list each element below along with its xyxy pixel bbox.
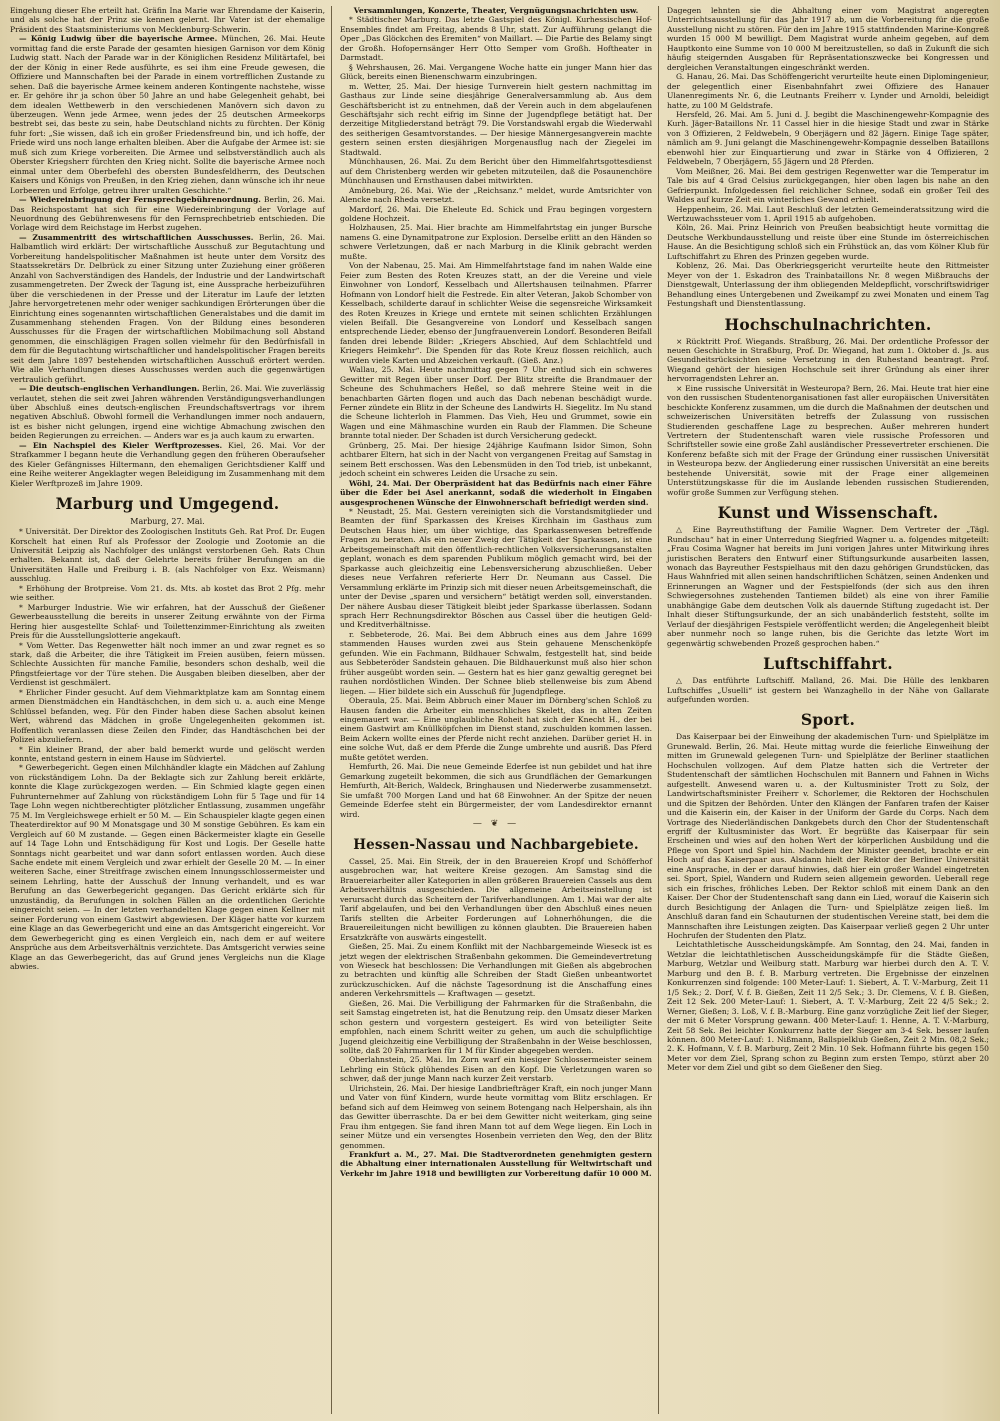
local-news-item: * Erhöhung der Brotpreise. Vom 21. ds. Mts. ab kostet das Brot 2 Pfg. mehr wie seither. [10, 583, 325, 603]
article-body: München, 26. Mai. Heute vormittag fand die erste Parade der gesamten hiesigen Garnison vor dem König Ludwig statt. Nach der Parade war in der Königlichen Residenz Militärtafel, bei der der König in einer Rede ausführte, es sei ihm eine Freude gewesen, die Offiziere und Mannschaften bei der Parade in einem vortrefflichen Zustande zu sehen. Daß die bayerische Armee keinem anderen Kontingente nachstehe, wisse er. Er gehöre ihr ja schon über 50 Jahre an und habe Gelegenheit gehabt, bei dem idealen Wettbewerb in den verschiedenen Manövern sich davon zu überzeugen. Wenn jede Armee, wenn jedes der 25 deutschen Armeekorps bestrebt sei, das beste zu sein, habe Deutschland nichts zu fürchten. Der König fuhr fort: „Sie wissen, daß ich ein großer Friedensfreund bin, und ich hoffe, der Friede wird uns noch lange erhalten bleiben. Aber die Aufgabe der Armee ist: sie muß sich zum Kriege vorbereiten. Die Armee und selbstverständlich auch als Oberster Kriegsherr fürchten den Krieg nicht. Sollte die bayerische Armee noch einmal unter dem Oberbefehl des obersten Bundesfeldherrn, des Deutschen Kaisers und Königs von Preußen, in den Krieg ziehen, dann wünsche ich ihr neue Lorbeeren und Erfolge, getreu ihrer uralten Geschichte.“ [10, 34, 325, 195]
news-item: m. Wetter, 25. Mai. Der hiesige Turnverein hielt gestern nachmittag im Gasthaus zur Linde seine diesjährige Generalversammlung ab. Aus dem Geschäftsbericht ist zu entnehmen, daß der Verein auch in dem abgelaufenen Geschäftsjahr sich recht eifrig im Sinne der Jugendpflege betätigt hat. Der derzeitige Mitgliederstand beträgt 79. Die Vorstandswahl ergab die Wiederwahl des seitherigen Gesamtvorstandes. — Der hiesige Männergesangverein machte gestern seinen ersten diesjährigen Morgenausflug nach der Ziegelei im Stadtwald. [340, 81, 652, 157]
article-heading: — Wiedereinbringung der Fernsprechgebührenordnung. [19, 195, 261, 205]
dateline: Marburg, 27. Mai. [130, 517, 205, 527]
article-heading: — König Ludwig über die bayerische Armee. [19, 34, 218, 44]
article-heading: — Zusammentritt des wirtschaftlichen Ausschusses. [19, 232, 254, 242]
news-item: Hersfeld, 26. Mai. Am 5. Juni d. J. begibt die Maschinengewehr-Kompagnie des Kurh. Jäger-Bataillons Nr. 11 Cassel hier in die hiesige Stadt und zwar in Stärke von 3 Offizieren, 2 Feldwebeln, 9 Oberjägern und 82 Jägern. Einige Tage später, nämlich am 9. Juni gelangt die Maschinengewehr-Kompagnie desselben Bataillons ebenwohl hier zur Einquartierung und zwar in Stärke von 4 Offizieren, 2 Feldwebeln, 7 Oberjägern, 55 Jägern und 28 Pferden. [667, 109, 989, 167]
news-item: * Neustadt, 25. Mai. Gestern vereinigten sich die Vorstandsmitglieder und Beamten der fünf Sparkassen des Kreises Kirchhain im Gasthaus zum Deutschen Haus hier, um über wichtige, das Sparkassenwesen betreffende Fragen zu beraten. Als ein neuer Zweig der Tätigkeit der Sparkassen, ist eine Arbeitsgemeinschaft mit den öffentlich-rechtlichen Volksversicherungsanstalten geplant, wonach es dem sparenden Publikum möglich gemacht wird, bei der Sparkasse auch gleichzeitig eine Lebensversicherung abzuschließen. Ueber dieses neue Verfahren referierte Herr Dr. Neumann aus Cassel. Die Versammlung erklärte im Prinzip sich mit dieser neuen Arbeitsgemeinschaft, die unter der Devise „sparen und versichern“ betätigt werden soll, einverstanden. Der nähere Ausbau dieser Tätigkeit bleibt jeder Sparkasse überlassen. Sodann sprach Herr Rechnungsdirektor Böschen aus Cassel über die heutigen Geld- und Kreditverhältnisse. [340, 507, 652, 630]
news-item: Ulrichstein, 26. Mai. Der hiesige Landbriefträger Kraft, ein noch junger Mann und Vater von fünf Kindern, wurde heute vormittag vom Blitz erschlagen. Er befand sich auf dem Heimweg von seinem Botengang nach Helpershain, als ihn das Gewitter überraschte. Da er bei dem Gewitter nicht weiterkam, ging seine Frau ihm entgegen. Sie fand ihren Mann tot auf dem Wege liegen. Ein Loch in seiner Mütze und ein versengtes Hosenbein verrieten den Weg, den der Blitz genommen. [340, 1083, 652, 1150]
news-item: Mardorf, 26. Mai. Die Eheleute Ed. Schick und Frau begingen vorgestern goldene Hochzeit. [340, 204, 652, 223]
article-body: Berlin, 26. Mai. Halbamtlich wird erklärt: Der wirtschaftliche Ausschuß zur Begutachtung und Vorbereitung handelspolitischer Maßnahmen ist heute unter dem Vorsitz des Staatssekretärs Dr. Delbrück zu einer Sitzung unter Zuziehung einer größeren Anzahl von Sachverständigen des Handels, der Industrie und der Landwirtschaft zusammengetreten. Der Zweck der Tagung ist, eine Aussprache herbeizuführen über die verschiedenen in der Presse und der Literatur im Laufe der letzten Jahre hervorgetretenen mehr oder weniger sachkundigen Erörterungen über die Einrichtung eines sogenannten wirtschaftlichen Generalstabes und die damit im Zusammenhang stehenden Fragen. Von der Bildung eines besonderen Ausschusses für die Fragen der wirtschaftlichen Mobilmachung soll Abstand genommen, die einschlägigen Fragen sollen vielmehr für den Bedürfnisfall in dem für die Begutachtung wirtschaftlicher und handelspolitischer Fragen bereits seit dem Jahre 1897 bestehenden wirtschaftlichen Ausschuß erörtert werden. Wie alle Verhandlungen dieses Ausschusses werden auch die gegenwärtigen vertraulich geführt. [10, 232, 325, 384]
local-news-item: * Ein kleiner Brand, der aber bald bemerkt wurde und gelöscht werden konnte, entstand gestern in einem Hause im Südviertel. [10, 744, 325, 763]
news-item: Von der Nabenau, 25. Mai. Am Himmelfahrtstage fand im nahen Walde eine Feier zum Besten des Roten Kreuzes statt, an der die Vereine und viele Einwohner von Londorf, Kesselbach und Allertshausen teilnahmen. Pfarrer Hofmann von Londorf hielt die Festrede. Ein alter Veteran, Jakob Schomber von Kesselbach, schilderte darauf in schlichter Weise die segensreiche Wirksamkeit des Roten Kreuzes in Kriege und erntete mit seinen schlichten Erzählungen vielen Beifall. Die Gesangvereine von Londorf und Kesselbach sangen entsprechende Lieder, ebenso der Jungfrauenverein Londorf. Besonderen Beifall fanden drei lebende Bilder: „Kriegers Abschied, Auf dem Schlachtfeld und Kriegers Heimkehr“. Die Spenden für das Rote Kreuz flossen reichlich, auch wurden viele Karten und Abzeichen verkauft. (Gieß. Anz.) [340, 261, 652, 365]
news-item: Frankfurt a. M., 27. Mai. Die Stadtverordneten genehmigten gestern die Abhaltung einer internationalen Ausstellung für Weltwirtschaft und Verkehr im Jahre 1918 und bewilligten zur Vorbereitung dafür 10 000 M. [340, 1150, 652, 1178]
rubric-heading: Versammlungen, Konzerte, Theater, Vergnügungsnachrichten usw. [353, 6, 639, 15]
section-title-sport: Sport. [800, 710, 856, 730]
article-paragraph [10, 195, 325, 233]
article-heading: — Die deutsch-englischen Verhandlungen. [19, 384, 200, 394]
news-item: Cassel, 25. Mai. Ein Streik, der in den Brauereien Kropf und Schöfferhof ausgebrochen war, hat weitere Kreise gezogen. Am Samstag sind die Brauereiarbeiter aller Kategorien in allen größeren Brauereien Cassels aus dem Arbeitsverhältnis ausgeschieden. Die allgemeine Arbeitseinstellung ist verursacht durch das Scheitern der Tarifverhandlungen. Am 1. Mai war der alte Tarif abgelaufen, und bei den Verhandlungen über den Abschluß eines neuen Tarifs stellten die Arbeiter Forderungen auf Lohnerhöhungen, die die Brauereileitungen nicht bewilligen zu können glaubten. Die Brauereien haben Ersatzkräfte von auswärts eingestellt. [340, 856, 652, 942]
news-item: r. Sebbeterode, 26. Mai. Bei dem Abbruch eines aus dem Jahre 1699 stammenden Hauses wurden zwei aus Stein gehauene Menschenköpfe gefunden. Wie ein Fachmann, Bildhauer Schwalm, festgestellt hat, sind beide aus Sebbeteröder Sandstein gehauen. Die Bildhauerkunst muß also hier schon früher ausgeübt worden sein. — Gestern hat es hier ganz gewaltig geregnet bei rauhen nordöstlichen Winden. Der Schnee blieb stellenweise bis zum Abend liegen. — Hier bildete sich ein Ausschuß für Jugendpflege. [340, 629, 652, 696]
news-item: Oberlahnstein, 25. Mai. Im Zorn warf ein hiesiger Schlossermeister seinem Lehrling ein Stück glühendes Eisen an den Kopf. Die Verletzungen waren so schwer, daß der junge Mann nach kurzer Zeit verstarb. [340, 1055, 652, 1084]
column-left [4, 6, 331, 1414]
news-item: G. Hanau, 26. Mai. Das Schöffengericht verurteilte heute einen Diplomingenieur, der gelegentlich einer Eisenbahnfahrt zwei Offiziere des Hanauer Ulanenregiments Nr. 6, die Leutnants Freiherr v. Lynder und Arnoldi, beleidigt hatte, zu 100 M Geldstrafe. [667, 72, 989, 110]
article-paragraph [10, 384, 325, 441]
news-item: Amöneburg, 26. Mai. Wie der „Reichsanz.“ meldet, wurde Amtsrichter von Alencke nach Rheda versetzt. [340, 185, 652, 205]
news-item: Vom Meißner, 26. Mai. Bei dem gestrigen Regenwetter war die Temperatur im Tale bis auf 4 Grad Celsius zurückgegangen, hier oben lagen bis nahe an den Gefrierpunkt. Infolgedessen fiel reichlicher Schnee, sodaß ein großer Teil des Waldes auf kurze Zeit ein winterliches Gewand erhielt. [667, 166, 989, 205]
section-title-marburg: Marburg und Umgegend. [55, 494, 280, 514]
news-item: Das Kaiserpaar bei der Einweihung der akademischen Turn- und Spielplätze im Grunewald. Berlin, 26. Mai. Heute mittag wurde die feierliche Einweihung der mitten im Grunewald gelegenen Turn- und Spielplätze der Berliner staatlichen Hochschulen vollzogen. Auf dem Platze hatten sich die Vertreter der Studentenschaft der sämtlichen Hochschulen mit Bannern und Fahnen in Wichs aufgestellt. Anwesend waren u. a. der Kultusminister Trott zu Solz, der Landwirtschaftsminister Freiherr v. Schorlemer, die Rektoren der Hochschulen und die Spitzen der Behörden. Unter den Klängen der Fanfaren trafen der Kaiser und die Kaiserin ein, der Kaiser in der Uniform der Garde du Corps. Nach dem Vortrage des Niederländischen Dankgebets durch den Chor der Studentenschaft ergriff der Kultusminister das Wort. Er begrüßte das Kaiserpaar für sein Erscheinen und wies auf den hohen Wert der körperlichen Ausbildung und die Pflege von Sport und Spiel hin. Nachdem der Minister geendet, brachte er ein Hoch auf das Kaiserpaar aus. Alsdann hielt der Rektor der Berliner Universität eine Ansprache, in der er darauf hinwies, daß hier ein großer Wandel eingetreten sei. Sport, Spiel, Wandern und Rudern seien allgemein geworden. Ueberall rege sich ein frisches, fröhliches Leben. Der Rektor schloß mit einem Dank an den Kaiser. Der Chor der Studentenschaft sang dann ein Lied, worauf die Kaiserin sich durch Besichtigung der Anlagen die Turn- und Spielplätze zeigen ließ. Im Anschluß daran fand ein Schauturnen der studentischen Vereine statt, bei dem die Mannschaften ihre Leistungen zeigten. Das Kaiserpaar verließ gegen 2 Uhr unter Hochrufen der Studenten den Platz. [667, 732, 989, 940]
local-news-item: * Ehrlicher Finder gesucht. Auf dem Viehmarktplatze kam am Sonntag einem armen Dienstmädchen ein Handtäschchen, in dem sich u. a. auch eine Menge Schlüssel befanden, weg. Für den Finder haben diese Sachen absolut keinen Wert, während das Mädchen in große Ungelegenheiten gekommen ist. Hoffentlich veranlassen diese Zeilen den Finder, das Handtäschchen bei der Polizei abzuliefern. [10, 687, 325, 745]
news-item: Dagegen lehnten sie die Abhaltung einer vom Magistrat angeregten Unterrichtsausstellung für das Jahr 1917 ab, um die Vorbereitung für die große Ausstellung nicht zu stören. Für den im Jahre 1915 stattfindenden Marine-Kongreß wurden 15 000 M bewilligt. Dem Magistrat wurde anheim gegeben, auf dem Hauptkonto eine Summe von 10 000 M bereitzustellen, so daß in Zukunft die sich häufig steigernden Ausgaben für Repräsentationszwecke bei Kongressen und dergleichen Veranstaltungen eingeschränkt werden. [667, 6, 989, 72]
news-item: Wöhl, 24. Mai. Der Oberpräsident hat das Bedürfnis nach einer Fähre über die Eder bei Asel anerkannt, sodaß die wiederholt in Eingaben ausgesprochenen Wünsche der Einwohnerschaft befriedigt werden sind. [340, 478, 652, 507]
news-item: × Rücktritt Prof. Wiegands. Straßburg, 26. Mai. Der ordentliche Professor der neuen Geschichte in Straßburg, Prof. Dr. Wiegand, hat zum 1. Oktober d. Js. aus Gesundheitsrücksichten seine Versetzung in den Ruhestand beantragt. Prof. Wiegand gehört der hiesigen Hochschule seit ihrer Gründung als einer ihrer hervorragendsten Lehrer an. [667, 336, 989, 384]
news-item: Holzhausen, 25. Mai. Hier brachte am Himmelfahrtstag ein junger Bursche namens G. eine Dynamitpatrone zur Explosion. Derselbe erlitt an den Händen so schwere Verletzungen, daß er nach Marburg in die Klinik gebracht werden mußte. [340, 223, 652, 261]
column-rule [658, 6, 659, 1414]
section-title-luftschiffahrt: Luftschiffahrt. [763, 654, 893, 674]
news-item: Oberaula, 25. Mai. Beim Abbruch einer Mauer im Dörnberg'schen Schloß zu Hausen fanden die Arbeiter ein menschliches Skelett, das in alten Zeiten eingemauert war. — Eine unglaubliche Roheit hat sich der Knecht H., der bei einem Gastwirt am Knüllköpfchen im Dienst stand, zuschulden kommen lassen. Beim Ackern wollte eines der Pferde nicht recht anziehen. Darüber geriet H. in eine solche Wut, daß er dem Pferde die Zunge umbrehte und ausriß. Das Pferd mußte getötet werden. [340, 696, 652, 762]
news-item: △ Eine Bayreuthstiftung der Familie Wagner. Dem Vertreter der „Tägl. Rundschau“ hat in einer Unterredung Siegfried Wagner u. a. folgendes mitgeteilt: „Frau Cosima Wagner hat bereits im Juni vorigen Jahres unter Mitwirkung ihres juristischen Beraters den Entwurf einer Stiftungsurkunde ausarbeiten lassen, wonach das Bayreuther Festspielhaus mit den dazu gehörigen Grundstücken, das Haus Wahnfried mit allen seinen handschriftlichen Schätzen, seinen Andenken und Erinnerungen an Wagner und der Festspielfonds (der sich aus den ihren Schwiegersohnes zustehenden Tantiemen bildet) als eine von ihrer Familie unabhängige Gabe dem deutschen Volk als dauernde Stiftung zugedacht ist. Der Inhalt dieser Stiftungsurkunde, der an sich unabänderlich feststeht, sollte im Verlauf der diesjährigen Festspiele veröffentlicht werden; die Angelegenheit bleibt aber nunmehr noch so lange ruhen, bis die Gerichte das letzte Wort im gegenwärtig schwebenden Prozeß gesprochen haben.“ [667, 525, 989, 648]
news-item: Gießen, 26. Mai. Die Verbilligung der Fahrmarken für die Straßenbahn, die seit Samstag eingetreten ist, hat die Benutzung reip. den Umsatz dieser Marken schon gestern und vorgestern gesteigert. Es wird von beteiligter Seite empfohlen, nach einem Schritt weiter zu gehen, um auch die schulpflichtige Jugend gleichzeitig eine Verbilligung der Straßenbahn in der Weise beschlossen, sollte, daß 20 Fahrmarken für 1 M für Kinder abgegeben werden. [340, 998, 652, 1056]
news-item: * Städtischer Marburg. Das letzte Gastspiel des Königl. Kurhessischen Hof-Ensembles findet am Freitag, abends 8 Uhr, statt. Zur Aufführung gelangt die Oper „Das Glöckchen des Eremiten“ von Maillart. — Die Partie des Belamy singt der Großh. Hofopernsänger Herr Otto Semper vom Großh. Hoftheater in Darmstadt. [340, 15, 652, 63]
article-heading: — Ein Nachspiel des Kieler Werftprozesses. [19, 440, 223, 450]
local-news-item: * Gewerbegericht. Gegen einen Milchhändler klagte ein Mädchen auf Zahlung von rückständigem Lohn. Da der Beklagte sich zur Zahlung bereit erklärte, konnte die Klage zurückgezogen werden. — Ein Schmied klagte gegen einen Fuhrunternehmer auf Zahlung von rückständigem Lohn für 5 Tage und für 14 Tage Lohn wegen nichtberechtigter plötzlicher Entlassung, zusammen ungefähr 75 M. Im Vergleichswege erhielt er 50 M. — Ein Schauspieler klagte gegen einen Theaterdirektor auf 90 M Monatsgage und 30 M sonstige Gebühren. Es kam ein Vergleich auf 60 M zustande. — Gegen einen Bäckermeister klagte ein Geselle auf 14 Tage Lohn und Entschädigung für Kost und Logis. Der Geselle hatte Sonntags nicht gearbeitet und war dann sofort entlassen worden. Auch diese Sache endete mit einem Vergleich und zwar erhielt der Geselle 20 M. — In einer weiteren Sache, einer Streitfrage zwischen einem Innungsschlossermeister und seinem Lehrling, hatte der Ausschuß der Innung verhandelt, und es war Berufung an das Gewerbegericht gegangen. Das Gericht erklärte sich für unzuständig, da Berufungen in solchen Fällen an die ordentlichen Gerichte eingereicht seien. — In der letzten verhandelten Klage gegen einen Kellner mit seiner Forderung von einem Gastwirt abgewiesen. Der Kläger hatte vor kurzem eine Klage an das Gewerbegericht und eine an das Amtsgericht eingereicht. Vor dem Gewerbegericht ging es einen Vergleich ein, nach dem er auf weitere Ansprüche aus dem Arbeitsverhältnis verzichtete. Das Amtsgericht verwies seine Klage an das Gewerbegericht, das auf Grund jenes Vergleichs nun die Klage abwies. [10, 763, 325, 971]
column-right [661, 6, 995, 1414]
news-item: Wallau, 25. Mai. Heute nachmittag gegen 7 Uhr entlud sich ein schweres Gewitter mit Regen über unser Dorf. Der Blitz streifte die Brandmauer der Scheune des Schuhmachers Heßel, so daß mehrere Steine weit in die benachbarten Gärten flogen und auch das Dach nebenan beschädigt wurde. Ferner zündete ein Blitz in der Scheune des Landwirts H. Siegelitz. Im Nu stand die Scheune lichterloh in Flammen. Das Vieh, Heu und Grummet, sowie ein Wagen und eine Mähmaschine wurden ein Raub der Flammen. Die Scheune brannte total nieder. Der Schaden ist durch Versicherung gedeckt. [340, 365, 652, 441]
news-item: Hemfurth, 26. Mai. Die neue Gemeinde Ederfee ist nun gebildet und hat ihre Gemarkung zugeteilt bekommen, die sich aus Grundflächen der Gemarkungen Hemfurth, Alt-Berich, Waldeck, Bringhausen und Niederwerbe zusammensetzt. Sie umfaßt 700 Morgen Land und hat 68 Einwohner. An der Spitze der neuen Gemeinde Ederfee steht ein Bürgermeister, der vom Landesdirektor ernannt wird. [340, 762, 652, 819]
news-item: Koblenz, 26. Mai. Das Oberkriegsgericht verurteilte heute den Rittmeister Meyer von der 1. Eskadron des Trainbataillons Nr. 8 wegen Mißbrauchs der Dienstgewalt, Unterlassung der ihm obliegenden Meldepflicht, vorschriftswidriger Behandlung eines Untergebenen und Zweikampf zu zwei Monaten und einem Tag Festungshaft und Dienstentlassung. [667, 261, 989, 309]
news-item: × Eine russische Universität in Westeuropa? Bern, 26. Mai. Heute trat hier eine von den russischen Studentenorganisationen fast aller europäischen Universitäten beschickte Konferenz zusammen, um die durch die Maßnahmen der deutschen und schweizerischen Universitäten betreffs der Zulassung von russischen Studierenden geschaffene Lage zu besprechen. Außer mehreren hundert Vertretern der Studentenschaft waren viele russische Professoren und Schriftsteller sowie eine große Zahl ausländischer Pressevertreter erschienen. Die Konferenz befaßte sich mit der Frage der Gründung einer russischen Universität in Westeuropa bezw. der Angliederung einer russischen Universität an eine bereits bestehende Universität, sowie mit der Frage einer allgemeinen Unterstützungskasse für die im Auslande lebenden russischen Studierenden, wofür große Summen zur Verfügung stehen. [667, 383, 989, 497]
news-item: Grünberg, 25. Mai. Der hiesige 24jährige Kaufmann Isidor Simon, Sohn achtbarer Eltern, hat sich in der Nacht von vergangenen Freitag auf Samstag in seinem Bett erschossen. Was den Lebensmüden in den Tod trieb, ist unbekannt, jedoch scheint ein schweres Leiden die Ursache zu sein. [340, 440, 652, 479]
news-item: Gießen, 25. Mai. Zu einem Konflikt mit der Nachbargemeinde Wieseck ist es jetzt wegen der elektrischen Straßenbahn gekommen. Die Gemeindevertretung von Wieseck hat beschlossen: Die Verhandlungen mit Gießen als abgebrochen zu betrachten und künftig alle Schreiben der Stadt Gießen unbeantwortet zurückzuschicken. Auf die nächste Tagesordnung ist die Anschaffung eines anderen Verkehrsmittels — Kraftwagen — gesetzt. [340, 942, 652, 999]
news-item: Leichtathletische Ausscheidungskämpfe. Am Sonntag, den 24. Mai, fanden in Wetzlar die leichtathletischen Ausscheidungskämpfe für die Städte Gießen, Marburg, Wetzlar und Weilburg statt. Marburg war hierbei durch den A. T. V. Marburg und den B. f. B. Marburg vertreten. Die Ergebnisse der einzelnen Konkurrenzen sind folgende: 100 Meter-Lauf: 1. Siebert, A. T. V.-Marburg, Zeit 11 1/5 Sek.; 2. Dorf, V. f. B. Gießen, Zeit 11 2/5 Sek.; 3. Dr. Clemens, V. f. B. Gießen, Zeit 12 Sek. 200 Meter-Lauf: 1. Siebert, A. T. V.-Marburg, Zeit 22 4/5 Sek.; 2. Werner, Gießen; 3. Loß, V. f. B.-Marburg. Eine ganz vorzügliche Zeit lief der Sieger, der mit 6 Meter Vorsprung gewann. 400 Meter-Lauf: 1. Henne, A. T. V.-Marburg, Zeit 58 Sek. Bei leichter Konkurrenz hatte der Sieger am 3-4 Sek. besser laufen können. 800 Meter-Lauf: 1. Nißmann, Ballspielklub Gießen, Zeit 2 Min. 08,2 Sek.; 2. K. Hofmann, V. f. B. Marburg, Zeit 2 Min. 10 Sek. Hofmann führte bis gegen 150 Meter vor dem Ziel, Sprang schon zu Beginn zum ersten Tempo, stürzt aber 20 Meter vor dem Ziel und gibt so dem Gießener den Sieg. [667, 940, 989, 1073]
section-title-hessen: Hessen-Nassau und Nachbargebiete. [353, 836, 639, 853]
news-item: △ Das entführte Luftschiff. Malland, 26. Mai. Die Hülle des lenkbaren Luftschiffes „Usuelli“ ist gestern bei Wanzaghello in der Nähe von Gallarate aufgefunden worden. [667, 676, 989, 704]
news-item: Münchhausen, 26. Mai. Zu dem Bericht über den Himmelfahrtsgottesdienst auf dem Christenberg werden wir gebeten mitzuteilen, daß die Posaunenchöre Münchhausen und Ernsthausen dabei mitwirkten. [340, 157, 652, 186]
article-paragraph [10, 233, 325, 384]
local-news-item: * Marburger Industrie. Wie wir erfahren, hat der Ausschuß der Gießener Gewerbeausstellung die bereits in unserer Zeitung erwähnte von der Firma Hering hier ausgestellte Schlaf- und Toilettenzimmer-Einrichtung als zweiten Preis für die Ausstellungslotterie angekauft. [10, 602, 325, 641]
local-news-item: * Vom Wetter. Das Regenwetter hält noch immer an und zwar regnet es so stark, daß die Arbeiter, die ihre Tätigkeit im Freien ausüben, feiern müssen. Schlechte Aussichten für manche Familie, besonders schon deshalb, weil die Pfingstfeiertage vor der Türe stehen. Die Ausgaben bleiben dieselben, aber der Verdienst ist geschmälert. [10, 640, 325, 688]
section-title-hochschul: Hochschulnachrichten. [724, 314, 932, 334]
news-item: Heppenheim, 26. Mai. Laut Beschluß der letzten Gemeinderatssitzung wird die Wertzuwachssteuer vom 1. April 1915 ab aufgehoben. [667, 204, 989, 223]
news-item: § Wehrshausen, 26. Mai. Vergangene Woche hatte ein junger Mann hier das Glück, bereits einen Bienenschwarm einzubringen. [340, 62, 652, 82]
divider-ornament: — ❦ — [472, 818, 520, 829]
article-body: Berlin, 26. Mai. Wie zuverlässig verlautet, stehen die seit zwei Jahren währenden Verständigungsverhandlungen über Abschluß eines deutsch-englischen Freundschaftsvertrags vor ihrem negativen Abschluß. Obwohl formell die Verhandlungen immer noch andauern, ist es bisher nicht gelungen, irgend eine wichtige Abmachung zwischen den beiden Regierungen zu erreichen. — Anders war es ja auch kaum zu erwarten. [10, 384, 325, 441]
section-title-kunst: Kunst und Wissenschaft. [717, 503, 939, 523]
article-body: Berlin, 26. Mai. Das Reichspostamt hat sich für eine Wiedereinbringung der Vorlage auf Neuordnung des Gebührenwesens für den Fernsprechbetrieb entschieden. Die Vorlage wird dem Reichstage im Herbst zugehen. [10, 195, 325, 233]
column-rule [331, 6, 332, 1414]
article-paragraph [10, 441, 325, 488]
article-paragraph [10, 34, 325, 195]
article-paragraph: Eingehung dieser Ehe erteilt hat. Gräfin Ina Marie war Ehrendame der Kaiserin, und als solche hat der Prinz sie kennen gelernt. Ihr Vater ist der ehemalige Präsident des Staatsministeriums von Mecklenburg-Schwerin. [10, 6, 325, 34]
column-middle [334, 6, 658, 1414]
article-body: Kiel, 26. Mai. Vor der Strafkammer I begann heute die Verhandlung gegen den früheren Oberaufseher des Kieler Gefängnisses Hiltermann, den ehemaligen Gerichtsdiener Kalff und eine Reihe weiterer Angeklagter wegen Beleidigung im Zusammenhang mit dem Kieler Werftprozeß im Jahre 1909. [10, 440, 325, 488]
local-news-item: * Universität. Der Direktor des Zoologischen Instituts Geh. Rat Prof. Dr. Eugen Korschelt hat einen Ruf als Professor der Zoologie und Zootomie an die Universität Leipzig als Nachfolger des unlängst verstorbenen Geh. Rats Chun erhalten. Bekannt ist, daß der Gelehrte bereits früher Berufungen an die Universitäten Halle und Freiburg i. B. (als Nachfolger von Exz. Weismann) ausschlug. [10, 527, 325, 584]
news-item: Köln, 26. Mai. Prinz Heinrich von Preußen beabsichtigt heute vormittag die Deutsche Werkbundausstellung und reiste über eine Stunde im österreichischen Hause. An die Besichtigung schloß sich ein Frühstück an, das vom Kölner Klub für Luftschiffahrt zu Ehren des Prinzen gegeben wurde. [667, 223, 989, 261]
